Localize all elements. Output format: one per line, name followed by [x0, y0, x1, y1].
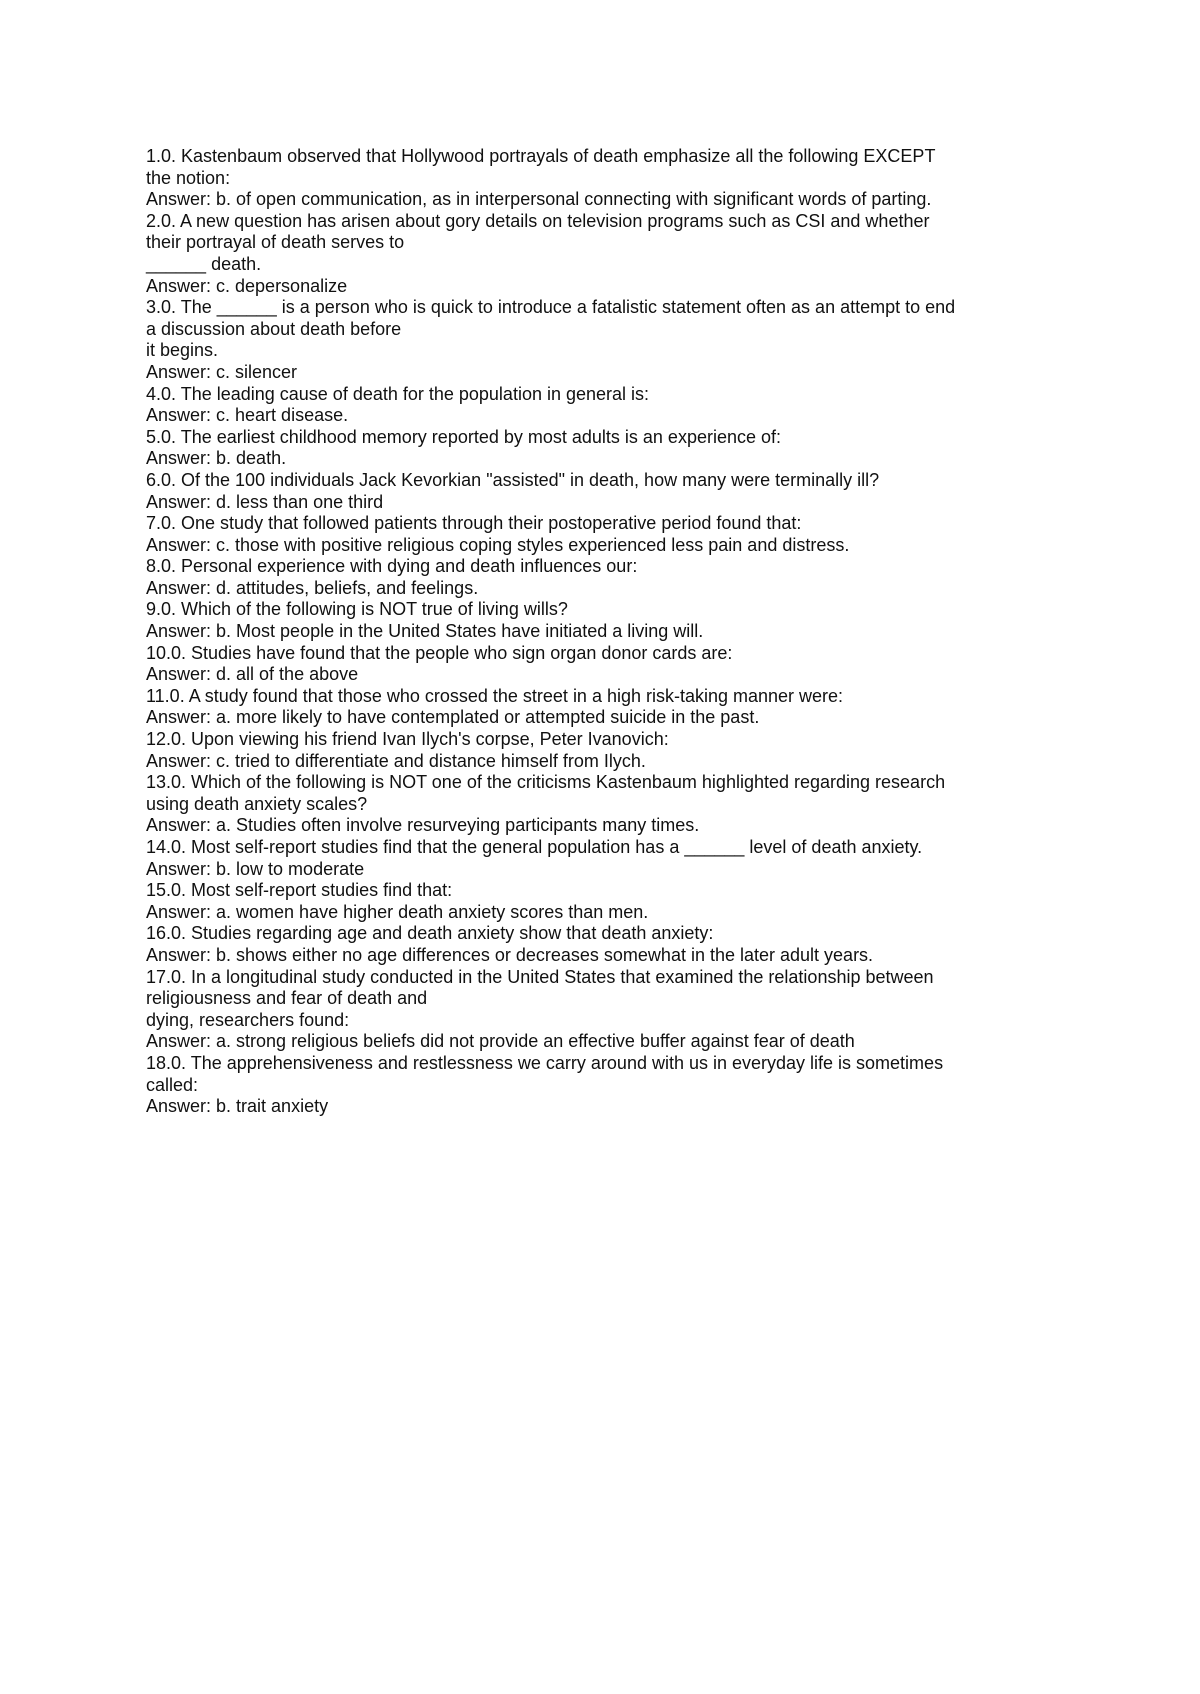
- text-line: Answer: b. shows either no age differences or decreases somewhat in the later adult years.: [146, 944, 874, 965]
- text-line: Answer: c. those with positive religious coping styles experienced less pain and distress.: [146, 534, 850, 555]
- text-line: Answer: b. death.: [146, 448, 287, 469]
- text-line: Answer: c. heart disease.: [146, 405, 349, 426]
- text-line: Answer: d. all of the above: [146, 664, 359, 685]
- text-line: 15.0. Most self-report studies find that:: [146, 880, 453, 901]
- text-line: it begins.: [146, 340, 219, 361]
- text-line: 7.0. One study that followed patients through their postoperative period found that:: [146, 513, 802, 534]
- text-line: Answer: b. low to moderate: [146, 858, 365, 879]
- text-line: Answer: c. silencer: [146, 361, 298, 382]
- text-line: 3.0. The ______ is a person who is quick to introduce a fatalistic statement often as an attempt to end: [146, 297, 956, 318]
- text-line: Answer: a. strong religious beliefs did not provide an effective buffer against fear of death: [146, 1031, 855, 1052]
- text-line: 9.0. Which of the following is NOT true of living wills?: [146, 599, 568, 620]
- document-body: [146, 146, 1086, 1118]
- text-line: 13.0. Which of the following is NOT one of the criticisms Kastenbaum highlighted regarding research: [146, 772, 946, 793]
- text-line: 4.0. The leading cause of death for the population in general is:: [146, 383, 650, 404]
- text-line: Answer: a. women have higher death anxiety scores than men.: [146, 901, 649, 922]
- text-line: 6.0. Of the 100 individuals Jack Kevorkian "assisted" in death, how many were terminally ill?: [146, 469, 880, 490]
- text-line: 2.0. A new question has arisen about gory details on television programs such as CSI and whether: [146, 210, 930, 231]
- text-line: Answer: b. Most people in the United States have initiated a living will.: [146, 621, 704, 642]
- text-line: 12.0. Upon viewing his friend Ivan Ilych's corpse, Peter Ivanovich:: [146, 729, 669, 750]
- text-line: dying, researchers found:: [146, 1009, 350, 1030]
- text-line: Answer: a. Studies often involve resurveying participants many times.: [146, 815, 700, 836]
- text-line: 5.0. The earliest childhood memory reported by most adults is an experience of:: [146, 426, 782, 447]
- text-line: 10.0. Studies have found that the people who sign organ donor cards are:: [146, 642, 733, 663]
- text-line: 18.0. The apprehensiveness and restlessness we carry around with us in everyday life is sometimes: [146, 1052, 944, 1073]
- text-line: Answer: a. more likely to have contemplated or attempted suicide in the past.: [146, 707, 760, 728]
- text-line: Answer: c. depersonalize: [146, 275, 348, 296]
- text-line: Answer: c. tried to differentiate and distance himself from Ilych.: [146, 750, 646, 771]
- text-line: a discussion about death before: [146, 318, 402, 339]
- text-line: Answer: b. of open communication, as in interpersonal connecting with significant words of parting.: [146, 189, 932, 210]
- text-line: their portrayal of death serves to: [146, 232, 405, 253]
- text-line: Answer: d. attitudes, beliefs, and feelings.: [146, 577, 479, 598]
- text-line: the notion:: [146, 167, 231, 188]
- text-line: ______ death.: [146, 253, 262, 274]
- text-line: 14.0. Most self-report studies find that the general population has a ______ level of death anxiety.: [146, 837, 923, 857]
- text-line: using death anxiety scales?: [146, 793, 368, 814]
- text-line: 8.0. Personal experience with dying and death influences our:: [146, 556, 638, 577]
- text-line: 1.0. Kastenbaum observed that Hollywood portrayals of death emphasize all the following EXCEPT: [146, 146, 936, 166]
- text-line: Answer: b. trait anxiety: [146, 1096, 329, 1117]
- text-line: religiousness and fear of death and: [146, 988, 428, 1009]
- text-line: Answer: d. less than one third: [146, 491, 384, 512]
- text-line: 16.0. Studies regarding age and death anxiety show that death anxiety:: [146, 923, 714, 944]
- text-line: 17.0. In a longitudinal study conducted in the United States that examined the relationship between: [146, 966, 934, 987]
- text-line: called:: [146, 1074, 199, 1095]
- text-line: 11.0. A study found that those who crossed the street in a high risk-taking manner were:: [146, 685, 844, 706]
